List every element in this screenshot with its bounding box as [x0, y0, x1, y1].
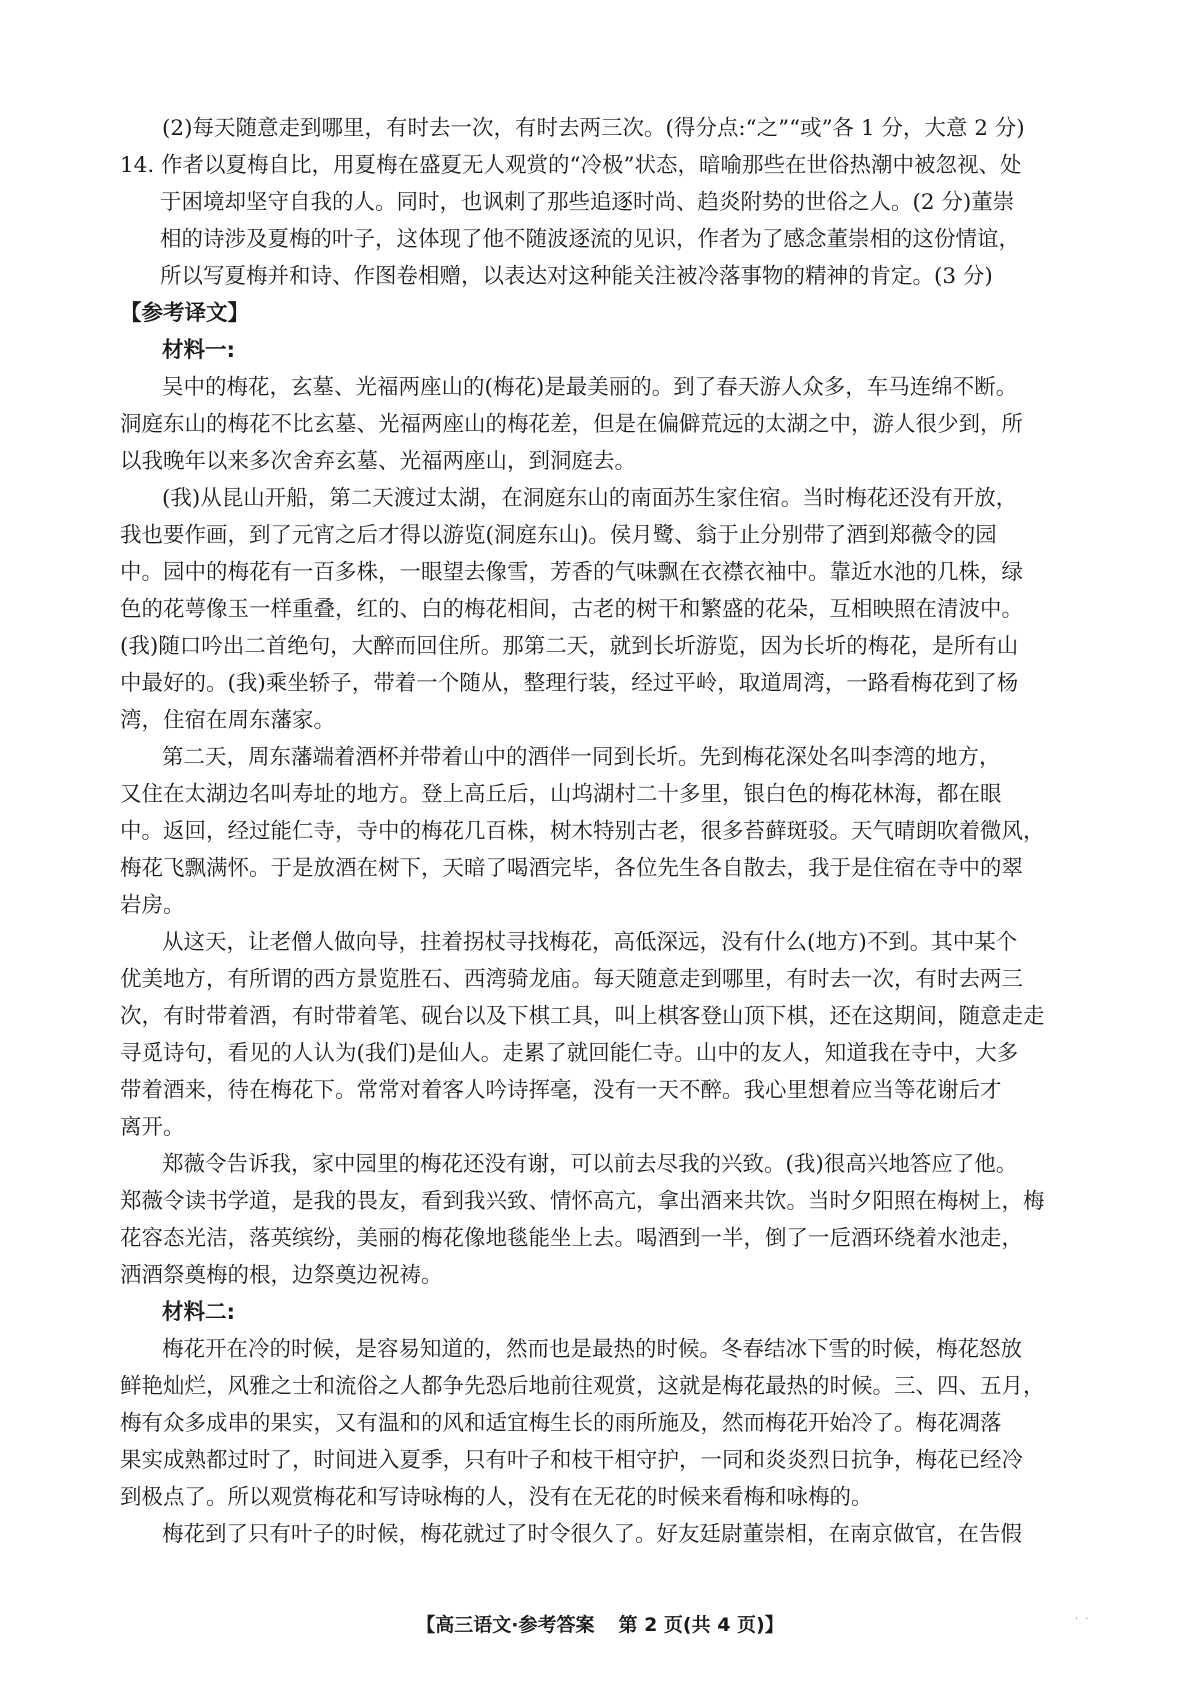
translation-heading: 【参考译文】	[120, 301, 250, 326]
material1-line: 郑薇令读书学道，是我的畏友，看到我兴致、情怀高亢，拿出酒来共饮。当时夕阳照在梅树上，梅	[120, 1189, 1045, 1214]
footer-marks: · ·	[1075, 1614, 1091, 1625]
material2-line: 果实成熟都过时了，时间进入夏季，只有叶子和枝干相守护，一同和炎炎烈日抗争，梅花已经冷	[120, 1448, 1024, 1473]
material1-line: 从这天，让老僧人做向导，拄着拐杖寻找梅花，高低深远，没有什么(地方)不到。其中某个	[162, 930, 1018, 955]
material1-line: 离开。	[120, 1115, 185, 1140]
material2-line: 梅有众多成串的果实，又有温和的风和适宜梅生长的雨所施及，然而梅花开始冷了。梅花凋落	[120, 1411, 1002, 1436]
page-footer	[0, 1610, 1200, 1640]
material2-line: 梅花到了只有叶子的时候，梅花就过了时令很久了。好友廷尉董崇相，在南京做官，在告假	[162, 1522, 1023, 1547]
material1-line: 洞庭东山的梅花不比玄墓、光福两座山的梅花差，但是在偏僻荒远的太湖之中，游人很少到，所	[120, 412, 1024, 437]
q13-part2-answer: (2)每天随意走到哪里，有时去一次，有时去两三次。(得分点:“之”“或”各 1 分，大意 2 分)	[162, 116, 1025, 141]
material1-line: 优美地方，有所谓的西方景览胜石、西湾骑龙庙。每天随意走到哪里，有时去一次，有时去两三	[120, 967, 1024, 992]
material1-line: 我也要作画，到了元宵之后才得以游览(洞庭东山)。侯月鹭、翁于止分别带了酒到郑薇令的园	[120, 523, 997, 548]
material1-line: 中。园中的梅花有一百多株，一眼望去像雪，芳香的气味飘在衣襟衣袖中。靠近水池的几株，绿	[120, 560, 1024, 585]
material1-line: 郑薇令告诉我，家中园里的梅花还没有谢，可以前去尽我的兴致。(我)很高兴地答应了他。	[162, 1152, 1018, 1177]
material1-line: 次，有时带着酒，有时带着笔、砚台以及下棋工具，叫上棋客登山顶下棋，还在这期间，随意走走	[120, 1004, 1045, 1029]
material1-title: 材料一:	[162, 338, 236, 363]
material1-line: 第二天，周东藩端着酒杯并带着山中的酒伴一同到长圻。先到梅花深处名叫李湾的地方，	[162, 745, 1001, 770]
material1-line: 吴中的梅花，玄墓、光福两座山的(梅花)是最美丽的。到了春天游人众多，车马连绵不断。	[162, 375, 1018, 400]
material1-line: 湾，住宿在周东藩家。	[120, 708, 336, 733]
material2-title: 材料二:	[162, 1300, 236, 1325]
material1-line: (我)随口吟出二首绝句，大醉而回住所。那第二天，就到长圻游览，因为长圻的梅花，是所有山	[120, 634, 1019, 659]
q14-answer-line-1: 14. 作者以夏梅自比，用夏梅在盛夏无人观赏的“冷极”状态，暗喻那些在世俗热潮中被忽视、处	[120, 153, 1022, 178]
footer-page-number: 第 2 页(共 4 页)】	[618, 1614, 784, 1636]
material1-line: 带着酒来，待在梅花下。常常对着客人吟诗挥毫，没有一天不醉。我心里想着应当等花谢后才	[120, 1078, 1002, 1103]
material1-line: 寻觅诗句，看见的人认为(我们)是仙人。走累了就回能仁寺。山中的友人，知道我在寺中，大多	[120, 1041, 1019, 1066]
q14-answer-line-2: 于困境却坚守自我的人。同时，也讽刺了那些追逐时尚、趋炎附势的世俗之人。(2 分)董崇	[160, 190, 1015, 215]
q14-answer-line-4: 所以写夏梅并和诗、作图卷相赠，以表达对这种能关注被冷落事物的精神的肯定。(3 分)	[160, 264, 993, 289]
material1-line: 中。返回，经过能仁寺，寺中的梅花几百株，树木特别古老，很多苔藓斑驳。天气晴朗吹着微风，	[120, 819, 1045, 844]
material1-line: 岩房。	[120, 893, 185, 918]
material2-line: 到极点了。所以观赏梅花和写诗咏梅的人，没有在无花的时候来看梅和咏梅的。	[120, 1485, 873, 1510]
material1-line: 色的花萼像玉一样重叠，红的、白的梅花相间，古老的树干和繁盛的花朵，互相映照在清波中。	[120, 597, 1024, 622]
material1-line: 中最好的。(我)乘坐轿子，带着一个随从，整理行装，经过平岭，取道周湾，一路看梅花到了杨	[120, 671, 1019, 696]
material1-line: 花容态光洁，落英缤纷，美丽的梅花像地毯能坐上去。喝酒到一半，倒了一卮酒环绕着水池走，	[120, 1226, 1024, 1251]
material1-line: 洒酒祭奠梅的根，边祭奠边祝祷。	[120, 1263, 443, 1288]
material1-line: 以我晚年以来多次舍弃玄墓、光福两座山，到洞庭去。	[120, 449, 637, 474]
q14-answer-line-3: 相的诗涉及夏梅的叶子，这体现了他不随波逐流的见识，作者为了感念董崇相的这份情谊，	[160, 227, 1021, 252]
material2-line: 鲜艳灿烂，风雅之士和流俗之人都争先恐后地前往观赏，这就是梅花最热的时候。三、四、五月，	[120, 1374, 1045, 1399]
material2-line: 梅花开在冷的时候，是容易知道的，然而也是最热的时候。冬春结冰下雪的时候，梅花怒放	[162, 1337, 1023, 1362]
material1-line: 又住在太湖边名叫寿址的地方。登上高丘后，山坞湖村二十多里，银白色的梅花林海，都在眼	[120, 782, 1002, 807]
material1-line: 梅花飞飘满怀。于是放酒在树下，天暗了喝酒完毕，各位先生各自散去，我于是住宿在寺中的翠	[120, 856, 1024, 881]
footer-subject: 【高三语文·参考答案	[416, 1614, 595, 1636]
material1-line: (我)从昆山开船，第二天渡过太湖，在洞庭东山的南面苏生家住宿。当时梅花还没有开放，	[162, 486, 1018, 511]
